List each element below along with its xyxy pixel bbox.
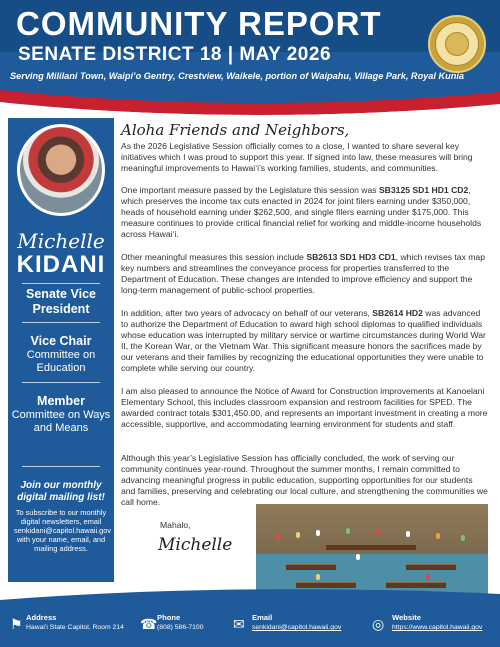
footer-phone-label: Phone bbox=[157, 613, 181, 622]
footer-website-label: Website bbox=[392, 613, 421, 622]
serving-areas: Serving Mililani Town, Waipi’o Gentry, Crestview, Waikele, portion of Waipahu, Village Park, Royal Kunia bbox=[10, 71, 465, 81]
paragraph-4: In addition, after two years of advocacy on behalf of our veterans, SB2614 HD2 was advanced to authorize the Department of Education to award high school diplomas to qualified individuals whose education was interrupted by military service or wartime circumstances during World War II, the Korean War, or the Vietnam War. This significant measure honors the sacrifices made by our veterans and their families by recognizing the educational opportunities they were unable to complete while serving our country. bbox=[121, 308, 486, 373]
sidebar-title: Senate Vice President bbox=[26, 287, 96, 316]
bill-sb2614: SB2614 HD2 bbox=[372, 308, 423, 318]
bill-sb2613: SB2613 SD1 HD3 CD1 bbox=[306, 252, 396, 262]
role1-title: Vice Chair bbox=[30, 334, 92, 348]
greeting: Aloha Friends and Neighbors, bbox=[121, 121, 350, 139]
report-subtitle: SENATE DISTRICT 18 | MAY 2026 bbox=[18, 44, 332, 65]
paragraph-5: I am also pleased to announce the Notice of Award for Construction improvements at Kanoelani Elementary School, this includes classroom expansion and restroom facilities for SPED. The awarded contract totals $301,450.00, and represents an important investment in creating a more accessible, supportive, and accommodating learning environment for students and staff. bbox=[121, 386, 488, 429]
email-icon: ✉ bbox=[233, 616, 245, 632]
role2-text: Committee on Ways and Means bbox=[11, 409, 111, 434]
paragraph-3: Other meaningful measures this session include SB2613 SD1 HD3 CD1, which revises tax map key numbers and streamlines the conveyance process for properties transferred to the Department of Education. These changes are intended to improve efficiency and support the long-term management of public-school properties. bbox=[121, 252, 485, 295]
footer-address-label: Address bbox=[26, 613, 57, 622]
paragraph-6: Although this year’s Legislative Session has officially concluded, the work of serving our community continues year-round. Throughout the summer months, I remain committed to advancing meaningful progress in public education, supporting opportunities for our students and families, preserving and celebrating our local culture, and strengthening the communities we call home. bbox=[121, 453, 488, 507]
senator-photo bbox=[17, 124, 105, 216]
report-title: COMMUNITY REPORT bbox=[16, 5, 382, 42]
footer-address-value: Hawai‘i State Capitol, Room 214 bbox=[26, 624, 124, 631]
footer-website-link[interactable]: https://www.capitol.hawaii.gov bbox=[392, 624, 483, 631]
paragraph-2: One important measure passed by the Legislature this session was SB3125 SD1 HD1 CD2, which preserves the income tax cuts enacted in 2024 for joint filers earning under $350,000, heads of household earning under $262,500, and single filers earning under $175,000. This measure continues to provide critical financial relief for working and middle-income households across Hawai‘i. bbox=[121, 185, 482, 239]
state-seal-icon bbox=[428, 15, 486, 73]
location-pin-icon: ⚑ bbox=[10, 616, 23, 632]
signature: Michelle bbox=[158, 535, 233, 555]
footer-email-label: Email bbox=[252, 613, 273, 622]
bill-sb3125: SB3125 SD1 HD1 CD2 bbox=[378, 185, 469, 195]
mailing-list-heading: Join our monthly digital mailing list! bbox=[17, 480, 105, 503]
footer-phone-value[interactable]: (808) 586-7100 bbox=[157, 624, 204, 631]
sidebar-divider bbox=[22, 382, 100, 383]
sidebar-first-name: Michelle bbox=[17, 229, 105, 253]
role1-text: Committee on Education bbox=[26, 349, 96, 374]
mailing-list-text: To subscribe to our monthly digital newsletters, email senkidani@capitol.hawaii.gov with your name, email, and mailing address. bbox=[14, 508, 112, 553]
phone-icon: ☎ bbox=[140, 616, 158, 632]
sidebar-divider bbox=[22, 283, 100, 284]
sidebar-divider bbox=[22, 466, 100, 467]
globe-icon: ◎ bbox=[372, 616, 385, 632]
sidebar-last-name: KIDANI bbox=[16, 251, 106, 278]
closing: Mahalo, bbox=[160, 520, 191, 530]
sidebar-divider bbox=[22, 322, 100, 323]
paragraph-1: As the 2026 Legislative Session officially comes to a close, I wanted to share several key initiatives which I was proud to support this year. If signed into law, these measures will bring meaningful improvements to Hawai‘i’s working families, students, and communities. bbox=[121, 141, 473, 173]
role2-title: Member bbox=[37, 394, 85, 408]
footer-email-link[interactable]: senkidani@capitol.hawaii.gov bbox=[252, 624, 342, 631]
